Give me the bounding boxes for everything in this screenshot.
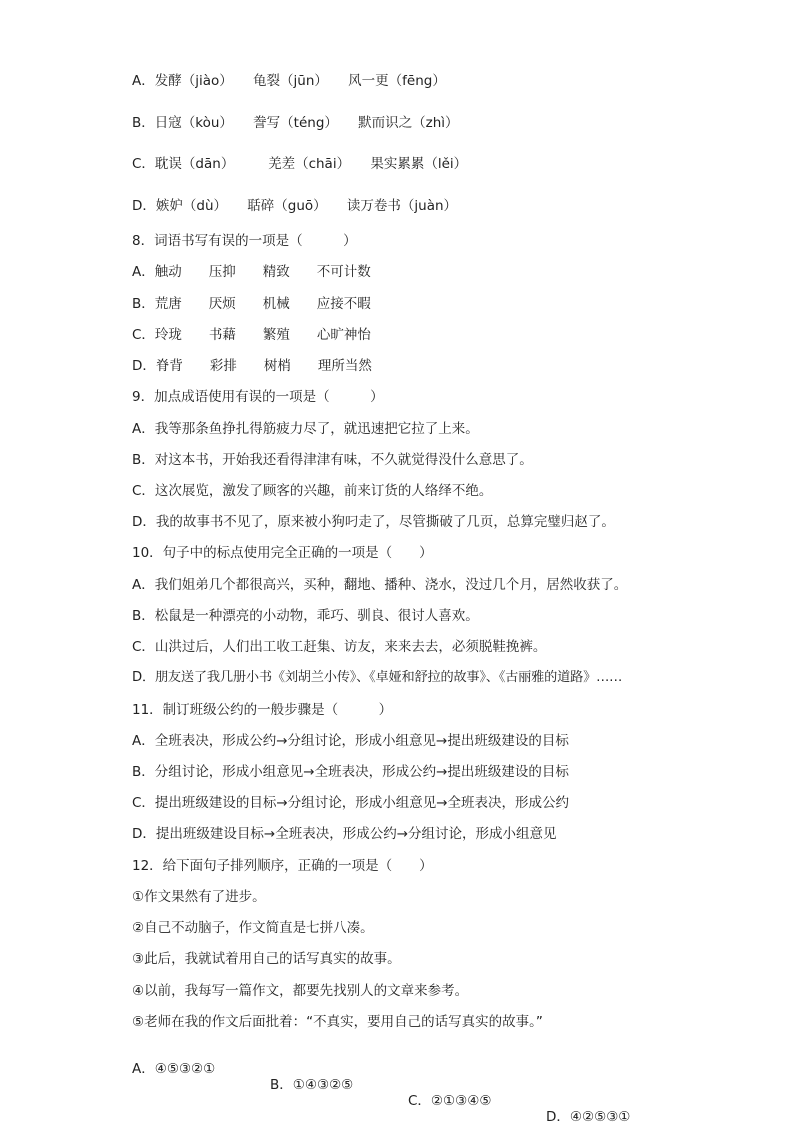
q12-option-b: B．①④③②⑤ <box>270 1077 354 1093</box>
q12-sentence-3: ③此后，我就试着用自己的话写真实的故事。 <box>132 951 401 967</box>
q7-option-d: D．嫉妒（dù） 聒碎（guō） 读万卷书（juàn） <box>132 198 458 214</box>
q10-question: 10．句子中的标点使用完全正确的一项是（ ） <box>132 545 433 561</box>
q12-sentence-2: ②自己不动脑子，作文简直是七拼八凑。 <box>132 920 374 936</box>
q8-option-b: B．荒唐 厌烦 机械 应接不暇 <box>132 296 371 312</box>
q8-option-d: D．脊背 彩排 树梢 理所当然 <box>132 358 372 374</box>
q7-option-a: A．发酵（jiào） 龟裂（jūn） 风一更（fēng） <box>132 73 446 89</box>
q8-option-a: A．触动 压抑 精致 不可计数 <box>132 264 371 280</box>
q10-option-a: A．我们姐弟几个都很高兴，买种，翻地、播种、浇水，没过几个月，居然收获了。 <box>132 577 628 593</box>
q11-option-b: B．分组讨论，形成小组意见→全班表决，形成公约→提出班级建设的目标 <box>132 764 569 780</box>
q9-option-c: C．这次展览，激发了顾客的兴趣，前来订货的人络绎不绝。 <box>132 483 493 499</box>
q11-option-c: C．提出班级建设的目标→分组讨论，形成小组意见→全班表决，形成公约 <box>132 795 570 811</box>
q11-option-d: D．提出班级建设目标→全班表决，形成公约→分组讨论，形成小组意见 <box>132 826 557 842</box>
q8-option-c: C．玲珑 书藉 繁殖 心旷神怡 <box>132 327 371 343</box>
q10-option-d: D．朋友送了我几册小书《刘胡兰小传》、《卓娅和舒拉的故事》、《古丽雅的道路》…… <box>132 670 623 685</box>
q10-option-b: B．松鼠是一种漂亮的小动物，乖巧、驯良、很讨人喜欢。 <box>132 608 479 624</box>
q12-option-d: D．④②⑤③① <box>546 1109 631 1125</box>
q9-option-b: B．对这本书，开始我还看得津津有味，不久就觉得没什么意思了。 <box>132 452 533 468</box>
q12-option-a: A．④⑤③②① <box>132 1061 216 1077</box>
q11-question: 11．制订班级公约的一般步骤是（ ） <box>132 702 393 718</box>
q12-sentence-4: ④以前，我每写一篇作文，都要先找别人的文章来参考。 <box>132 983 469 999</box>
q12-sentence-5: ⑤老师在我的作文后面批着：“不真实，要用自己的话写真实的故事。” <box>132 1014 543 1030</box>
q8-question: 8．词语书写有误的一项是（ ） <box>132 233 357 249</box>
q12-sentence-1: ①作文果然有了进步。 <box>132 889 266 905</box>
q7-option-b: B．日寇（kòu） 誊写（téng） 默而识之（zhì） <box>132 115 459 131</box>
q9-option-a: A．我等那条鱼挣扎得筋疲力尽了，就迅速把它拉了上来。 <box>132 421 479 437</box>
q9-option-d: D．我的故事书不见了，原来被小狗叼走了，尽管撕破了几页，总算完璧归赵了。 <box>132 514 615 530</box>
q9-question: 9．加点成语使用有误的一项是（ ） <box>132 389 384 405</box>
q12-option-c: C．②①③④⑤ <box>408 1093 492 1109</box>
q12-question: 12．给下面句子排列顺序，正确的一项是（ ） <box>132 858 433 874</box>
q10-option-c: C．山洪过后，人们出工收工赶集、访友，来来去去，必须脱鞋挽裤。 <box>132 639 547 655</box>
q7-option-c: C．耽误（dān） 羌差（chāi） 果实累累（lěi） <box>132 156 468 172</box>
q11-option-a: A．全班表决，形成公约→分组讨论，形成小组意见→提出班级建设的目标 <box>132 733 569 749</box>
q12-options <box>132 1045 631 1141</box>
